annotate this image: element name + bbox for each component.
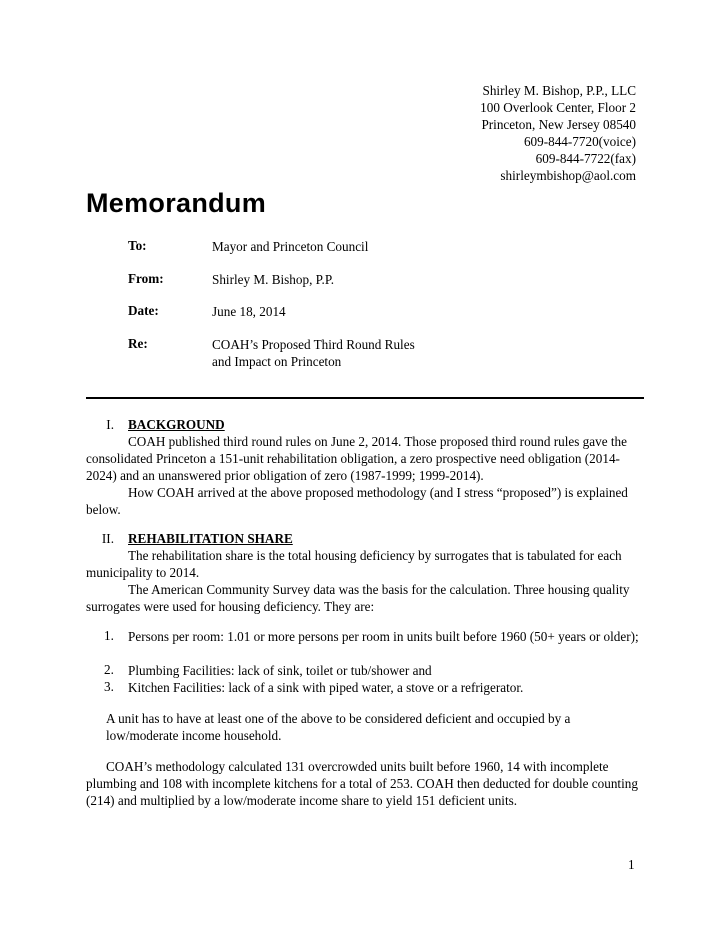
to-label: To:: [128, 238, 147, 253]
section-1-number: I.: [106, 417, 114, 432]
page-number: 1: [628, 857, 635, 872]
email-address: shirleymbishop@aol.com: [500, 168, 636, 183]
page-title: Memorandum: [86, 188, 267, 218]
re-label: Re:: [128, 336, 148, 351]
firm-name: Shirley M. Bishop, P.P., LLC: [482, 83, 636, 98]
date-label: Date:: [128, 303, 159, 318]
re-value: [212, 336, 415, 370]
re-line-1: COAH’s Proposed Third Round Rules: [212, 337, 415, 352]
section-1-title: BACKGROUND: [128, 417, 225, 432]
list-item-2-text: Plumbing Facilities: lack of sink, toilet or tub/shower and: [128, 663, 432, 678]
address-line-2: Princeton, New Jersey 08540: [481, 117, 636, 132]
section-1-para-2: How COAH arrived at the above proposed methodology (and I stress “proposed”) is explained below.: [86, 485, 628, 517]
list-item-3-text: Kitchen Facilities: lack of a sink with piped water, a stove or a refrigerator.: [128, 680, 524, 695]
re-line-2: and Impact on Princeton: [212, 354, 342, 369]
section-2-para-3: COAH’s methodology calculated 131 overcrowded units built before 1960, 14 with incomplete plumbing and 108 with incomplete kitchens for a total of 253. COAH then deducted for double counting (214) and multiplied by a low/moderate income share to yield 151 deficient units.: [86, 759, 638, 808]
to-value: Mayor and Princeton Council: [212, 239, 369, 254]
section-2-number: II.: [101, 531, 114, 546]
from-label: From:: [128, 271, 164, 286]
address-line-1: 100 Overlook Center, Floor 2: [480, 100, 636, 115]
section-2-para-2: The American Community Survey data was the basis for the calculation. Three housing quality surrogates were used for housing deficiency. They are:: [86, 582, 630, 614]
letterhead: [480, 82, 636, 184]
list-item-1-text: Persons per room: 1.01 or more persons per room in units built before 1960 (50+ years or older);: [128, 629, 639, 644]
list-item-2-number: 2.: [104, 662, 114, 677]
section-2-title: REHABILITATION SHARE: [128, 531, 293, 546]
from-value: Shirley M. Bishop, P.P.: [212, 272, 335, 287]
phone-number: 609-844-7720(voice): [523, 134, 636, 149]
section-1-para-1: COAH published third round rules on June 2, 2014. Those proposed third round rules gave the consolidated Princeton a 151-unit rehabilitation obligation, a zero prospective need obligation (2014-2024) and an unanswered prior obligation of zero (1987-1999; 1999-2014).: [86, 434, 627, 483]
fax-number: 609-844-7722(fax): [535, 151, 636, 166]
list-item-3-number: 3.: [104, 679, 114, 694]
date-value: June 18, 2014: [212, 304, 286, 319]
deficiency-note: A unit has to have at least one of the above to be considered deficient and occupied by a low/moderate income household.: [106, 711, 571, 743]
header-divider: [86, 397, 644, 399]
section-2-para-1: The rehabilitation share is the total housing deficiency by surrogates that is tabulated for each municipality to 2014.: [86, 548, 622, 580]
list-item-1-number: 1.: [104, 628, 114, 643]
